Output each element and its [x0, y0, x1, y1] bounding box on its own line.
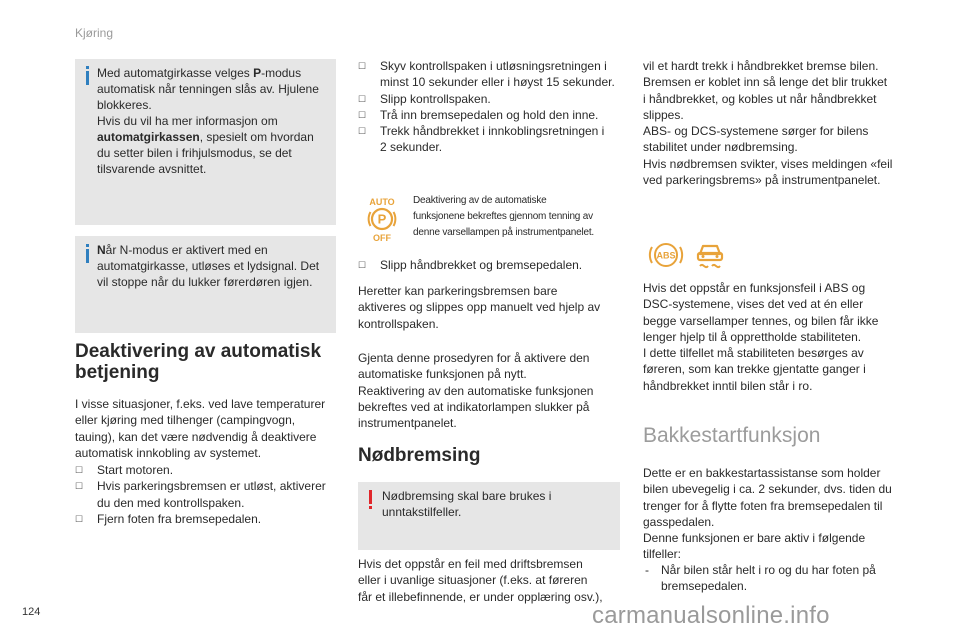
abs-icon-text: ABS	[656, 250, 676, 261]
checkbox-bullet-icon: ☐	[358, 93, 367, 104]
warning-note-text	[382, 488, 618, 520]
text-line: aktiveres og slippes opp manuelt ved hjelp av	[358, 300, 601, 315]
text-line: trenger for å flytte foten fra bremsepedalen til	[643, 498, 883, 513]
checkbox-bullet-icon: ☐	[358, 260, 367, 270]
abs-icon	[646, 238, 686, 272]
text-line: Trå inn bremsepedalen og hold den inne.	[380, 107, 599, 122]
note-line: automatgirkasse, utløses et lydsignal. Det	[97, 259, 320, 273]
text-line: Denne funksjonen er bare aktiv i følgende	[643, 531, 866, 546]
paragraph-emergency	[358, 556, 628, 605]
icon-text-center: P	[377, 211, 387, 227]
page-number: 124	[22, 606, 41, 618]
text-line: I dette tilfellet må stabiliteten besørges av	[643, 346, 864, 361]
list-item	[75, 478, 350, 511]
text-line: føreren, som kan trekke gjentatte ganger i	[643, 362, 866, 377]
info-note-text	[97, 65, 333, 177]
paragraph-hill-start	[643, 465, 913, 563]
text-line: bilen ubevegelig i ca. 2 sekunder, dvs. tiden du	[643, 482, 892, 497]
text-line: ved parkeringsbrems» på instrumentpanelet.	[643, 173, 881, 188]
text-line: Fjern foten fra bremsepedalen.	[97, 511, 262, 526]
dash-bullet: -	[645, 563, 649, 577]
info-note-box	[75, 59, 336, 225]
text-line: Hvis nødbremsen svikter, vises meldingen «feil	[643, 156, 893, 171]
paragraph-abs-failure	[643, 280, 913, 394]
list-item	[358, 107, 628, 123]
warning-icon	[369, 490, 372, 504]
checkbox-bullet-icon: ☐	[75, 513, 84, 524]
list-item	[75, 511, 350, 527]
paragraph-reactivation	[358, 350, 628, 431]
heading-bakkestart: Bakkestartfunksjon	[643, 424, 821, 447]
skidding-car-icon	[692, 236, 728, 272]
warning-note-box	[358, 482, 620, 550]
note-line: Nødbremsing skal bare brukes i	[382, 489, 552, 503]
info-icon-dot	[86, 66, 89, 69]
text-line: Når bilen står helt i ro og du har foten på	[661, 563, 876, 577]
text-line: lenger hjelp til å opprettholde stabiliteten.	[643, 329, 862, 344]
text-line: Gjenta denne prosedyren for å aktivere den	[358, 351, 590, 365]
note-line: unntakstilfeller.	[382, 505, 462, 519]
text-line: får et illebefinnende, er under opplæring osv.),	[358, 589, 603, 604]
text-line: Slipp kontrollspaken.	[380, 91, 491, 106]
text-line: begge varsellamper tennes, og bilen får ikke	[643, 313, 879, 328]
text-line: bremsepedalen.	[661, 579, 748, 594]
checkbox-bullet-icon: ☐	[358, 109, 367, 120]
checkbox-bullet-icon: ☐	[75, 465, 84, 475]
note-line: Hvis du vil ha mer informasjon om	[97, 114, 278, 128]
text-line: slippes.	[643, 107, 684, 122]
text-line: Deaktivering av de automatiske	[413, 195, 547, 206]
list-item	[358, 123, 628, 156]
text-line: Heretter kan parkeringsbremsen bare	[358, 284, 558, 298]
watermark: carmanualsonline.info	[592, 602, 830, 629]
heading-line: Deaktivering av automatisk	[75, 341, 322, 362]
text-line: Reaktivering av den automatiske funksjonen	[358, 383, 594, 398]
auto-p-off-warning-icon	[364, 196, 400, 244]
intro-paragraph	[75, 396, 345, 461]
text-line: i håndbrekket, og kobles ut når håndbrekket	[643, 91, 877, 106]
text-line: vil et hardt trekk i håndbrekket bremse bilen.	[643, 59, 879, 73]
info-icon-dot	[86, 244, 89, 247]
paragraph-manual	[358, 283, 628, 332]
note-line: automatisk når tenningen slås av. Hjulene	[97, 82, 319, 96]
paragraph-emergency-cont	[643, 58, 913, 188]
warning-icon-dot	[369, 506, 372, 509]
text-line: Start motoren.	[97, 463, 174, 477]
text-line: Slipp håndbrekket og bremsepedalen.	[380, 258, 583, 272]
text-line: denne varsellampen på instrumentpanelet.	[413, 227, 595, 238]
heading-nodbremsing: Nødbremsing	[358, 445, 481, 466]
checkbox-bullet-icon: ☐	[75, 481, 84, 492]
text-line: Bremsen er koblet inn så lenge det blir trukket	[643, 75, 888, 90]
abs-warning-icon	[646, 238, 686, 272]
info-icon	[86, 71, 89, 85]
note-line: Når N-modus er aktivert med en	[97, 243, 268, 257]
text-line: Skyv kontrollspaken i utløsningsretningen i	[380, 59, 607, 73]
text-line: Hvis parkeringsbremsen er utløst, aktiverer	[97, 479, 326, 494]
section-label: Kjøring	[75, 26, 114, 40]
info-note-text	[97, 242, 333, 290]
text-line: Hvis det oppstår en feil med driftsbremsen	[358, 557, 583, 571]
text-line: funksjonene bekreftes gjennom tenning av	[413, 211, 593, 222]
text-line: DSC-systemene, vises det ved at én eller	[643, 297, 864, 312]
text-line: du den med kontrollspaken.	[97, 495, 245, 510]
text-line: håndbrekket inntil bilen står i ro.	[643, 378, 813, 393]
note-line: blokkeres.	[97, 98, 152, 112]
icon-text-bottom: OFF	[373, 233, 391, 243]
text-line: Hvis det oppstår en funksjonsfeil i ABS og	[643, 281, 866, 295]
auto-p-off-icon	[364, 196, 400, 244]
text-line: I visse situasjoner, f.eks. ved lave temperaturer	[75, 397, 326, 411]
dash-list-item	[643, 562, 913, 595]
text-line: automatisk innkobling av systemet.	[75, 445, 262, 460]
list-item	[358, 257, 628, 273]
text-line: automatiske funksjonen på nytt.	[358, 367, 527, 382]
text-line: eller i uvanlige situasjoner (f.eks. at føreren	[358, 573, 588, 588]
text-line: tilfeller:	[643, 547, 682, 562]
note-line: Med automatgirkasse velges P-modus	[97, 66, 302, 80]
note-line: automatgirkassen, spesielt om hvordan	[97, 130, 314, 144]
list-item	[358, 58, 628, 91]
icon-text-top: AUTO	[369, 197, 395, 207]
text-line: 2 sekunder.	[380, 140, 443, 155]
steps-list-left	[75, 462, 350, 527]
text-line: eller kjøring med tilhenger (campingvogn,	[75, 413, 296, 428]
text-line: Trekk håndbrekket i innkoblingsretningen i	[380, 124, 605, 139]
checkbox-bullet-icon: ☐	[358, 61, 367, 71]
note-line: du setter bilen i frihjulsmodus, se det	[97, 146, 292, 160]
text-line: Dette er en bakkestartassistanse som holder	[643, 466, 881, 480]
heading-deaktivering	[75, 341, 345, 383]
stability-control-warning-icon	[692, 236, 728, 272]
text-line: kontrollspaken.	[358, 316, 439, 331]
text-line: stabilitet under nødbremsing.	[643, 140, 798, 155]
steps-list-release	[358, 257, 628, 273]
text-line: tauing), kan det være nødvendig å deaktivere	[75, 429, 317, 444]
text-line: gasspedalen.	[643, 514, 715, 529]
text-line: bekreftes ved at indikatorlampen slukker på	[358, 399, 590, 414]
info-note-box-2	[75, 236, 336, 333]
note-line: vil stoppe når du lukker førerdøren igjen.	[97, 275, 313, 289]
note-line: tilsvarende avsnittet.	[97, 162, 207, 176]
info-icon	[86, 249, 89, 263]
text-line: minst 10 sekunder eller i høyst 15 sekunder.	[380, 75, 615, 90]
text-line: instrumentpanelet.	[358, 416, 457, 431]
list-item	[75, 462, 350, 478]
icon-caption	[413, 193, 628, 241]
heading-line: betjening	[75, 362, 160, 383]
checkbox-bullet-icon: ☐	[358, 126, 367, 137]
steps-list-middle	[358, 58, 628, 156]
list-item	[358, 91, 628, 107]
text-line: ABS- og DCS-systemene sørger for bilens	[643, 124, 869, 139]
